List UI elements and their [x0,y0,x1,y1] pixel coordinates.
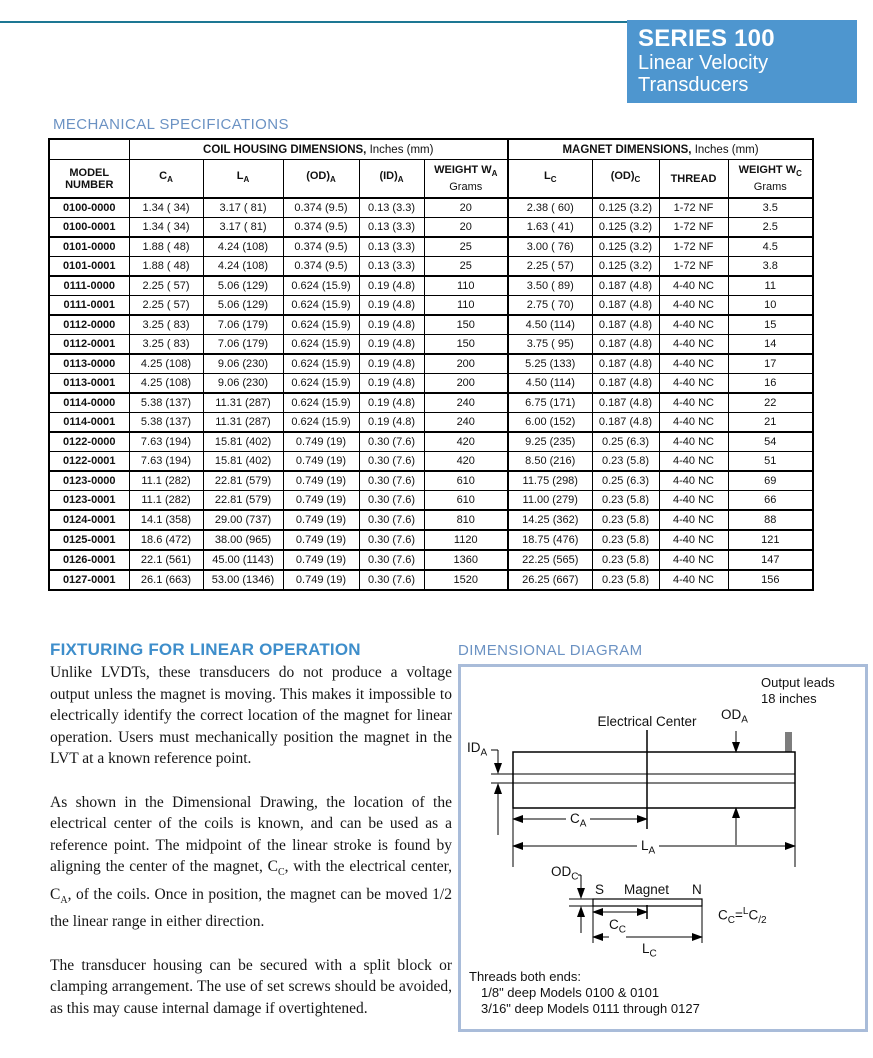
cell-weight-wa: 240 [424,413,508,433]
cell-oda: 0.374 (9.5) [283,218,359,238]
od-c-label: $OD_C$ [551,864,579,883]
cell-ida: 0.30 (7.6) [359,570,424,590]
table-row [49,393,813,413]
cell-weight-wa: 1520 [424,570,508,590]
cell-lc: 3.50 ( 89) [508,276,592,296]
cell-lc: 6.75 (171) [508,393,592,413]
cell-thread: 4-40 NC [659,491,728,511]
table-row [49,335,813,355]
c-c-dimension-label: $C_C$ [609,917,626,936]
cell-ca: 7.63 (194) [129,432,203,452]
table-row [49,491,813,511]
top-rule [0,21,633,23]
cell-oda: 0.624 (15.9) [283,393,359,413]
cell-weight-wc: 10 [728,296,813,316]
magnet-north-label: N [692,882,702,897]
table-row [49,471,813,491]
col-ca: $C_A$ [129,160,203,199]
cell-model-number: 0122-0000 [49,432,129,452]
cell-ida: 0.30 (7.6) [359,530,424,550]
col-oda: $(OD)_A$ [283,160,359,199]
cell-ca: 2.25 ( 57) [129,296,203,316]
cell-thread: 4-40 NC [659,413,728,433]
magnet-group-header: MAGNET DIMENSIONS, Inches (mm) [508,139,813,160]
cell-la: 4.24 (108) [203,257,283,277]
cell-odc: 0.187 (4.8) [592,374,659,394]
cell-la: 15.81 (402) [203,432,283,452]
cell-model-number: 0111-0000 [49,276,129,296]
cell-ida: 0.19 (4.8) [359,296,424,316]
cell-thread: 1-72 NF [659,218,728,238]
dimensional-diagram-heading: DIMENSIONAL DIAGRAM [458,642,643,659]
cell-ida: 0.19 (4.8) [359,354,424,374]
cell-ida: 0.30 (7.6) [359,510,424,530]
cell-thread: 4-40 NC [659,432,728,452]
spec-table-body [49,198,813,590]
cell-ida: 0.19 (4.8) [359,393,424,413]
cell-model-number: 0113-0001 [49,374,129,394]
cell-ca: 11.1 (282) [129,491,203,511]
cell-weight-wa: 610 [424,491,508,511]
cell-la: 45.00 (1143) [203,550,283,570]
cell-ca: 1.34 ( 34) [129,198,203,218]
cell-ca: 22.1 (561) [129,550,203,570]
cell-model-number: 0124-0001 [49,510,129,530]
cell-ida: 0.19 (4.8) [359,374,424,394]
cell-thread: 1-72 NF [659,257,728,277]
cell-oda: 0.624 (15.9) [283,374,359,394]
cell-ida: 0.30 (7.6) [359,491,424,511]
cell-thread: 4-40 NC [659,374,728,394]
cell-ida: 0.13 (3.3) [359,218,424,238]
cell-oda: 0.749 (19) [283,432,359,452]
cell-oda: 0.624 (15.9) [283,413,359,433]
cell-ca: 1.34 ( 34) [129,218,203,238]
cell-weight-wa: 110 [424,296,508,316]
cell-weight-wc: 69 [728,471,813,491]
col-weight-wa: WEIGHT $W_A$ Grams [424,160,508,199]
cell-odc: 0.187 (4.8) [592,315,659,335]
cell-odc: 0.187 (4.8) [592,413,659,433]
fixturing-paragraph-1: Unlike LVDTs, these transducers do not produce a voltage output unless the magnet is moving. This makes it impossible to electrically identify the correct location of the magnet for linear operation. Users must mechanically position the magnet in the LVT at a known reference point. [50,664,452,767]
cell-thread: 4-40 NC [659,354,728,374]
cell-weight-wa: 240 [424,393,508,413]
cell-oda: 0.374 (9.5) [283,257,359,277]
cell-ca: 5.38 (137) [129,413,203,433]
fixturing-heading: FIXTURING FOR LINEAR OPERATION [50,640,361,659]
series-subtitle-line1: Linear Velocity [638,52,769,74]
cell-lc: 26.25 (667) [508,570,592,590]
table-row [49,354,813,374]
id-a-label: $ID_A$ [467,740,488,759]
cell-model-number: 0101-0001 [49,257,129,277]
cell-model-number: 0112-0001 [49,335,129,355]
cell-la: 11.31 (287) [203,393,283,413]
cell-ida: 0.13 (3.3) [359,237,424,257]
cell-ida: 0.30 (7.6) [359,550,424,570]
cell-ida: 0.19 (4.8) [359,276,424,296]
cell-weight-wc: 14 [728,335,813,355]
cell-la: 22.81 (579) [203,471,283,491]
table-row [49,510,813,530]
table-row [49,218,813,238]
cell-thread: 4-40 NC [659,530,728,550]
cell-model-number: 0126-0001 [49,550,129,570]
cell-la: 7.06 (179) [203,335,283,355]
cell-ida: 0.13 (3.3) [359,257,424,277]
cell-ca: 11.1 (282) [129,471,203,491]
cell-ca: 1.88 ( 48) [129,237,203,257]
table-row [49,257,813,277]
magnet-outline [593,899,702,906]
cell-weight-wa: 150 [424,315,508,335]
cell-thread: 4-40 NC [659,452,728,472]
l-a-dimension-label: $L_A$ [637,838,659,859]
cell-model-number: 0114-0000 [49,393,129,413]
cell-lc: 8.50 (216) [508,452,592,472]
cell-odc: 0.125 (3.2) [592,198,659,218]
cell-odc: 0.187 (4.8) [592,276,659,296]
cell-weight-wc: 22 [728,393,813,413]
cell-model-number: 0111-0001 [49,296,129,316]
cell-lc: 4.50 (114) [508,315,592,335]
cell-weight-wa: 420 [424,452,508,472]
col-odc: $(OD)_C$ [592,160,659,199]
cell-la: 15.81 (402) [203,452,283,472]
od-a-label: $OD_A$ [721,707,748,726]
series-subtitle-line2: Transducers [638,74,749,96]
cell-odc: 0.125 (3.2) [592,237,659,257]
fixturing-text-column [50,662,452,1041]
cell-thread: 4-40 NC [659,550,728,570]
table-row [49,296,813,316]
cell-odc: 0.187 (4.8) [592,393,659,413]
table-column-header-row [49,160,813,199]
cell-thread: 1-72 NF [659,198,728,218]
cell-ca: 7.63 (194) [129,452,203,472]
cell-la: 4.24 (108) [203,237,283,257]
specifications-table [48,138,814,591]
cell-weight-wc: 16 [728,374,813,394]
cell-model-number: 0112-0000 [49,315,129,335]
cell-weight-wc: 3.8 [728,257,813,277]
cell-ca: 4.25 (108) [129,374,203,394]
cell-thread: 4-40 NC [659,471,728,491]
cell-weight-wc: 51 [728,452,813,472]
cell-weight-wc: 3.5 [728,198,813,218]
cell-la: 5.06 (129) [203,276,283,296]
cell-ca: 18.6 (472) [129,530,203,550]
cell-oda: 0.749 (19) [283,570,359,590]
cell-oda: 0.624 (15.9) [283,276,359,296]
table-row [49,276,813,296]
col-lc: $L_C$ [508,160,592,199]
cell-weight-wa: 1360 [424,550,508,570]
table-row [49,432,813,452]
cell-thread: 4-40 NC [659,510,728,530]
cell-lc: 22.25 (565) [508,550,592,570]
cell-weight-wc: 4.5 [728,237,813,257]
cell-odc: 0.125 (3.2) [592,218,659,238]
series-header-box [627,20,857,103]
cell-lc: 11.00 (279) [508,491,592,511]
magnet-label: Magnet [624,882,670,897]
cell-lc: 4.50 (114) [508,374,592,394]
cell-odc: 0.125 (3.2) [592,257,659,277]
cell-model-number: 0113-0000 [49,354,129,374]
cell-thread: 4-40 NC [659,393,728,413]
cell-odc: 0.25 (6.3) [592,432,659,452]
cell-weight-wa: 1120 [424,530,508,550]
cell-weight-wc: 17 [728,354,813,374]
c-a-dimension-label: $C_A$ [566,811,590,832]
col-thread: THREAD [659,160,728,199]
output-lead-wire [785,732,792,753]
cell-weight-wc: 11 [728,276,813,296]
cell-odc: 0.187 (4.8) [592,296,659,316]
cell-oda: 0.749 (19) [283,491,359,511]
cell-oda: 0.749 (19) [283,530,359,550]
cell-weight-wa: 810 [424,510,508,530]
cell-ca: 26.1 (663) [129,570,203,590]
cell-weight-wa: 20 [424,218,508,238]
cell-la: 9.06 (230) [203,374,283,394]
cell-weight-wc: 66 [728,491,813,511]
corner-cell [49,139,129,160]
cc-formula: $C_C=^LC_{/2}$ [718,906,767,927]
cell-weight-wc: 2.5 [728,218,813,238]
cell-la: 3.17 ( 81) [203,218,283,238]
table-row [49,570,813,590]
mechanical-specifications-heading: MECHANICAL SPECIFICATIONS [53,116,289,133]
cell-weight-wa: 25 [424,257,508,277]
cell-ida: 0.19 (4.8) [359,315,424,335]
cell-la: 38.00 (965) [203,530,283,550]
coil-housing-group-header: COIL HOUSING DIMENSIONS, Inches (mm) [129,139,508,160]
cell-oda: 0.749 (19) [283,452,359,472]
cell-weight-wa: 20 [424,198,508,218]
cell-thread: 4-40 NC [659,315,728,335]
table-row [49,452,813,472]
cell-odc: 0.23 (5.8) [592,570,659,590]
cell-ca: 1.88 ( 48) [129,257,203,277]
cell-weight-wc: 121 [728,530,813,550]
cell-ca: 3.25 ( 83) [129,315,203,335]
cell-lc: 14.25 (362) [508,510,592,530]
cell-ida: 0.30 (7.6) [359,452,424,472]
cell-ca: 2.25 ( 57) [129,276,203,296]
cell-oda: 0.749 (19) [283,471,359,491]
cell-weight-wc: 21 [728,413,813,433]
cell-thread: 4-40 NC [659,296,728,316]
cell-odc: 0.25 (6.3) [592,471,659,491]
cell-oda: 0.749 (19) [283,510,359,530]
cell-oda: 0.374 (9.5) [283,198,359,218]
cell-lc: 3.00 ( 76) [508,237,592,257]
cell-oda: 0.624 (15.9) [283,335,359,355]
cell-odc: 0.23 (5.8) [592,530,659,550]
cell-ca: 14.1 (358) [129,510,203,530]
threads-note: Threads both ends: 1/8" deep Models 0100 & 0101 3/16" deep Models 0111 through 0127 [469,969,700,1016]
cell-model-number: 0100-0000 [49,198,129,218]
cell-lc: 6.00 (152) [508,413,592,433]
cell-model-number: 0114-0001 [49,413,129,433]
output-leads-label: Output leads 18 inches [761,675,835,706]
cell-lc: 1.63 ( 41) [508,218,592,238]
cell-la: 7.06 (179) [203,315,283,335]
col-model-number: MODEL NUMBER [49,160,129,199]
cell-la: 22.81 (579) [203,491,283,511]
cell-odc: 0.23 (5.8) [592,452,659,472]
cell-lc: 5.25 (133) [508,354,592,374]
fixturing-paragraph-3: The transducer housing can be secured with a split block or clamping arrangement. The use of set screws should be avoided, as this may cause internal damage if overtightened. [50,956,452,1017]
dimensional-diagram-box [458,664,868,1032]
cell-weight-wa: 150 [424,335,508,355]
coil-housing-outline [513,752,795,808]
cell-thread: 4-40 NC [659,570,728,590]
col-la: $L_A$ [203,160,283,199]
cell-lc: 9.25 (235) [508,432,592,452]
electrical-center-label: Electrical Center [591,714,703,729]
cell-la: 5.06 (129) [203,296,283,316]
table-row [49,413,813,433]
cell-lc: 3.75 ( 95) [508,335,592,355]
cell-oda: 0.374 (9.5) [283,237,359,257]
table-row [49,530,813,550]
cell-lc: 2.38 ( 60) [508,198,592,218]
cell-weight-wa: 610 [424,471,508,491]
cell-model-number: 0122-0001 [49,452,129,472]
cell-weight-wa: 110 [424,276,508,296]
table-row [49,198,813,218]
cell-thread: 4-40 NC [659,335,728,355]
cell-la: 53.00 (1346) [203,570,283,590]
cell-weight-wa: 200 [424,354,508,374]
cell-odc: 0.23 (5.8) [592,491,659,511]
table-row [49,374,813,394]
table-row [49,315,813,335]
cell-ca: 5.38 (137) [129,393,203,413]
cell-model-number: 0125-0001 [49,530,129,550]
cell-odc: 0.23 (5.8) [592,510,659,530]
cell-lc: 2.25 ( 57) [508,257,592,277]
cell-ida: 0.30 (7.6) [359,471,424,491]
cell-lc: 11.75 (298) [508,471,592,491]
cell-weight-wa: 200 [424,374,508,394]
cell-weight-wc: 54 [728,432,813,452]
cell-model-number: 0100-0001 [49,218,129,238]
cell-oda: 0.624 (15.9) [283,354,359,374]
cell-lc: 18.75 (476) [508,530,592,550]
cell-ida: 0.19 (4.8) [359,335,424,355]
cell-oda: 0.749 (19) [283,550,359,570]
table-group-header-row [49,139,813,160]
cell-lc: 2.75 ( 70) [508,296,592,316]
cell-thread: 4-40 NC [659,276,728,296]
cell-ca: 4.25 (108) [129,354,203,374]
cell-ida: 0.30 (7.6) [359,432,424,452]
magnet-south-label: S [595,882,605,897]
cell-model-number: 0127-0001 [49,570,129,590]
cell-odc: 0.23 (5.8) [592,550,659,570]
cell-weight-wa: 420 [424,432,508,452]
col-weight-wc: WEIGHT $W_C$ Grams [728,160,813,199]
cell-thread: 1-72 NF [659,237,728,257]
cell-ida: 0.19 (4.8) [359,413,424,433]
cell-model-number: 0101-0000 [49,237,129,257]
cell-model-number: 0123-0000 [49,471,129,491]
cell-weight-wc: 15 [728,315,813,335]
cell-model-number: 0123-0001 [49,491,129,511]
cell-odc: 0.187 (4.8) [592,354,659,374]
series-title: SERIES 100 [638,25,775,52]
cell-la: 29.00 (737) [203,510,283,530]
cell-odc: 0.187 (4.8) [592,335,659,355]
cell-weight-wc: 147 [728,550,813,570]
cell-la: 11.31 (287) [203,413,283,433]
cell-oda: 0.624 (15.9) [283,296,359,316]
col-ida: $(ID)_A$ [359,160,424,199]
cell-ida: 0.13 (3.3) [359,198,424,218]
table-row [49,550,813,570]
l-c-dimension-label: $L_C$ [642,941,657,960]
cell-weight-wc: 156 [728,570,813,590]
cell-ca: 3.25 ( 83) [129,335,203,355]
cell-weight-wa: 25 [424,237,508,257]
cell-oda: 0.624 (15.9) [283,315,359,335]
dimensional-diagram [461,667,865,1029]
table-row [49,237,813,257]
cell-weight-wc: 88 [728,510,813,530]
cell-la: 9.06 (230) [203,354,283,374]
cell-la: 3.17 ( 81) [203,198,283,218]
fixturing-paragraph-2: As shown in the Dimensional Drawing, the location of the electrical center of the coils is known, and can be used as a reference point. The midpoint of the linear stroke is found by aligning the center of the magnet, $C_C$, with the electrical center, $C_A$, of the coils. Once in position, the magnet can be moved 1/2 the linear range in either direction. [50,793,453,931]
